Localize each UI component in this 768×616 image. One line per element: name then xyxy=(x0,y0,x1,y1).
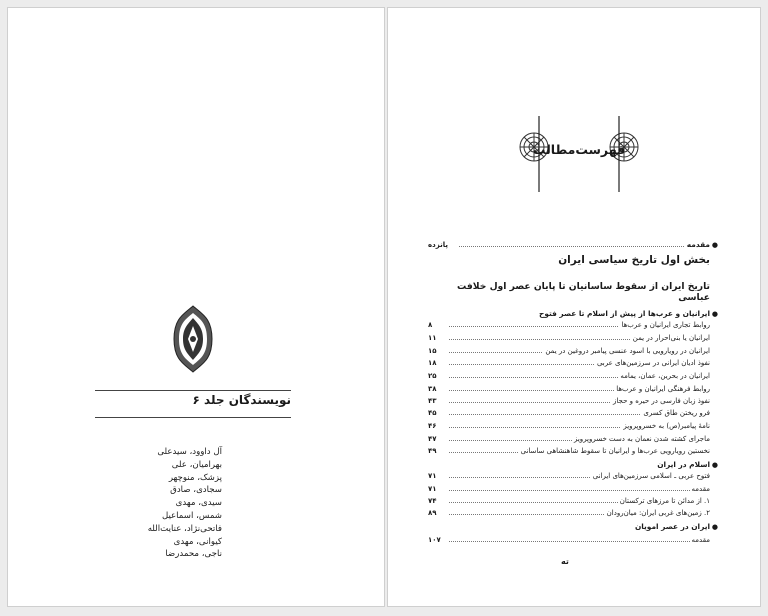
bullet-icon: ● xyxy=(711,241,718,249)
toc-entry xyxy=(428,333,710,343)
page-folio: ته xyxy=(561,557,569,566)
author-name: پزشک، منوچهر xyxy=(168,472,222,483)
section-label: ایرانیان و عرب‌ها از پیش از اسلام تا عصر فتوح xyxy=(539,309,710,318)
toc-entry-label: نفوذ زبان فارسی در حیره و حجاز xyxy=(613,397,710,405)
page-number: ۴۶ xyxy=(428,421,448,431)
chapter-title: تاریخ ایران از سقوط ساسانیان تا پایان عصر اول خلافت عباسی xyxy=(457,281,710,303)
toc-section-heading xyxy=(428,522,718,532)
bullet-icon: ● xyxy=(711,310,718,318)
toc-entry-label: ایرانیان در رویارویی با اسود عنسی پیامبر دروغین در یمن xyxy=(545,347,710,355)
toc-entry-label: مقدمه xyxy=(691,536,710,544)
toc-entry-label: روابط فرهنگی ایرانیان و عرب‌ها xyxy=(616,385,710,393)
toc-entry-label: نامهٔ پیامبر(ص) به خسروپرویز xyxy=(623,422,710,430)
page-number: ۴۷ xyxy=(428,434,448,444)
author-name: سجادی، صادق xyxy=(170,485,222,496)
toc-entry xyxy=(428,320,710,330)
page-number: ۲۵ xyxy=(428,371,448,381)
page-number: ۱۸ xyxy=(428,358,448,368)
toc-entry xyxy=(428,371,710,381)
toc-entry xyxy=(428,508,710,518)
part-title: بخش اول تاریخ سیاسی ایران xyxy=(558,254,710,266)
toc-entry xyxy=(428,346,710,356)
section-label: ایران در عصر امویان xyxy=(634,522,710,531)
toc-heading xyxy=(518,112,640,194)
authors-heading: نویسندگان جلد ۶ xyxy=(192,393,291,407)
toc-entry-intro xyxy=(428,240,718,250)
page-number: ۱۵ xyxy=(428,346,448,356)
toc-entry-label: نفوذ ادیان ایرانی در سرزمین‌های عربی xyxy=(596,359,710,367)
toc-entry xyxy=(428,396,710,406)
page-number: ۸ xyxy=(428,320,448,330)
page-number: پانزده xyxy=(428,240,458,250)
toc-entry xyxy=(428,471,710,481)
author-name: فاتحی‌نژاد، عنایت‌الله xyxy=(147,523,222,534)
section-label: اسلام در ایران xyxy=(657,460,710,469)
dot-leader xyxy=(444,246,708,247)
page-number: ۴۹ xyxy=(428,446,448,456)
toc-entry-label: ایرانیان در بحرین، عمان، یمامه xyxy=(620,372,710,380)
toc-entry-label: ۲. زمین‌های غربی ایران: میان‌رودان xyxy=(606,509,710,517)
toc-entry-label: فرو ریختن طاق کسری xyxy=(643,409,710,417)
toc-section-heading xyxy=(428,460,718,470)
bullet-icon: ● xyxy=(711,523,718,531)
toc-entry-label: ایرانیان یا بنی‌احرار در یمن xyxy=(632,334,710,342)
toc-entry xyxy=(428,434,710,444)
author-name: آل داوود، سیدعلی xyxy=(157,447,222,457)
toc-entry xyxy=(428,446,710,456)
page-number: ۸۹ xyxy=(428,508,448,518)
toc-entry xyxy=(428,421,710,431)
toc-entry xyxy=(428,535,710,545)
page-number: ۴۳ xyxy=(428,396,448,406)
toc-title: فهرست‌مطالب xyxy=(532,142,626,157)
bottom-rule xyxy=(95,417,291,418)
page-number: ۷۴ xyxy=(428,496,448,506)
toc-section-heading xyxy=(428,309,718,319)
author-name: بهرامیان، علی xyxy=(171,459,222,470)
toc-entry-label: نخستین رویارویی عرب‌ها و ایرانیان تا سقوط شاهنشاهی ساسانی xyxy=(520,447,710,455)
toc-entry-label: مقدمه xyxy=(686,240,710,249)
page-number: ۷۱ xyxy=(428,471,448,481)
toc-entry-label: ماجرای کشته شدن نعمان به دست خسروپرویز xyxy=(574,435,710,443)
page-number: ۷۱ xyxy=(428,484,448,494)
page-number: ۱۱ xyxy=(428,333,448,343)
toc-entry xyxy=(428,484,710,494)
top-rule xyxy=(95,390,291,391)
toc-entry xyxy=(428,408,710,418)
author-name: کیوانی، مهدی xyxy=(173,536,222,547)
page-number: ۱۰۷ xyxy=(428,535,448,545)
dot-leader xyxy=(444,541,708,542)
toc-entry-label: مقدمه xyxy=(691,485,710,493)
toc-entry-label: ۱. از مدائن تا مرزهای ترکستان xyxy=(619,497,710,505)
ornament-icon xyxy=(172,304,214,374)
page-number: ۴۵ xyxy=(428,408,448,418)
page-number: ۳۸ xyxy=(428,384,448,394)
author-name: سیدی، مهدی xyxy=(175,498,222,509)
author-name: ناجی، محمدرضا xyxy=(165,549,222,560)
authors-list xyxy=(147,446,222,561)
toc-entry-label: روابط تجاری ایرانیان و عرب‌ها xyxy=(621,321,710,329)
author-name: شمس، اسماعیل xyxy=(161,510,222,521)
toc-entry xyxy=(428,384,710,394)
bullet-icon: ● xyxy=(711,461,718,469)
toc-entry xyxy=(428,496,710,506)
toc-entry xyxy=(428,358,710,368)
dot-leader xyxy=(444,490,708,491)
toc-entry-label: فتوح عربی ـ اسلامی سرزمین‌های ایرانی xyxy=(592,472,710,480)
